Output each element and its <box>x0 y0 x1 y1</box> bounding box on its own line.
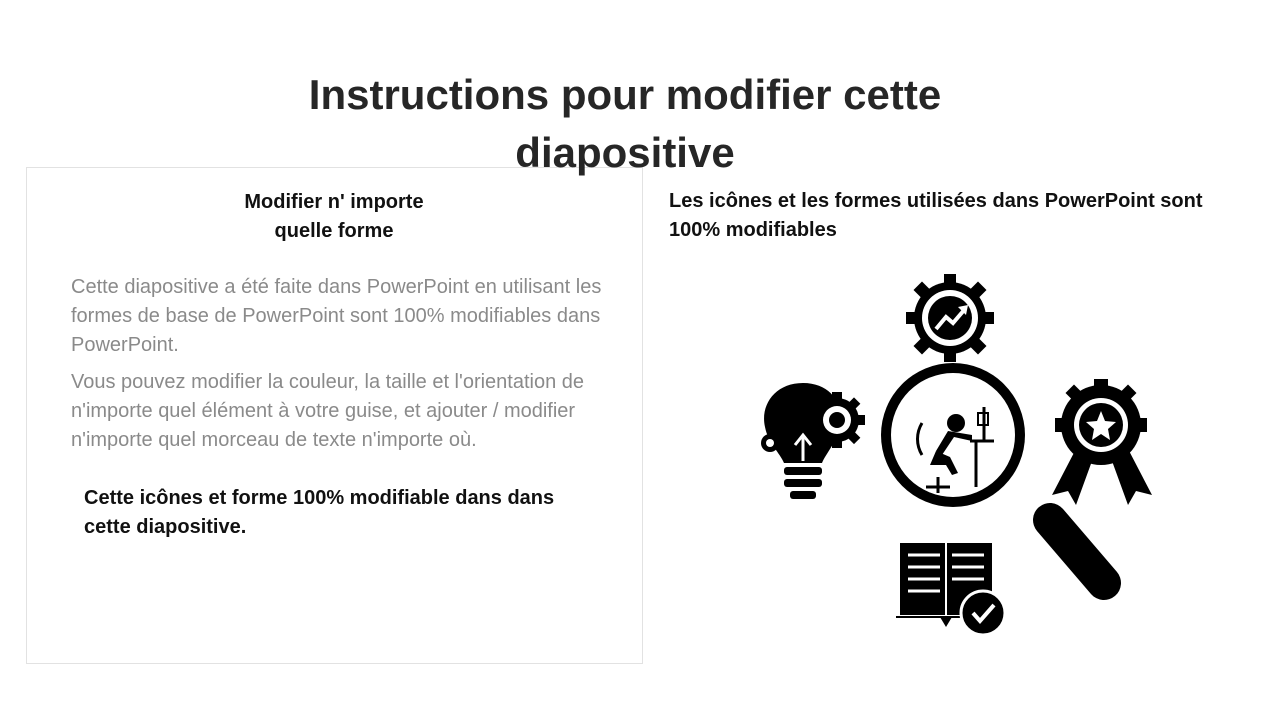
gear-chart-icon <box>906 274 994 362</box>
right-heading: Les icônes et les formes utilisées dans PowerPoint sont 100% modifiables <box>669 190 1203 241</box>
bold-note: Cette icônes et forme 100% modifiable dans dans cette diapositive. <box>84 487 555 538</box>
panel-heading: Modifier n' importe quelle forme <box>244 191 424 242</box>
lightbulb-gear-icon <box>761 383 865 499</box>
award-ribbon-icon <box>1052 379 1152 505</box>
icon-illustration <box>740 265 1180 645</box>
body-paragraph-2: Vous pouvez modifier la couleur, la taille et l'orientation de n'importe quel élément à votre guise, et ajouter / modifier n'importe quel morceau de texte n'importe où. <box>71 371 585 451</box>
book-check-icon <box>896 543 1005 635</box>
body-paragraph-1: Cette diapositive a été faite dans PowerPoint en utilisant les formes de base de PowerPoint sont 100% modifiables dans PowerPoint. <box>71 276 602 356</box>
slide-title: Instructions pour modifier cette diapositive <box>308 71 942 176</box>
